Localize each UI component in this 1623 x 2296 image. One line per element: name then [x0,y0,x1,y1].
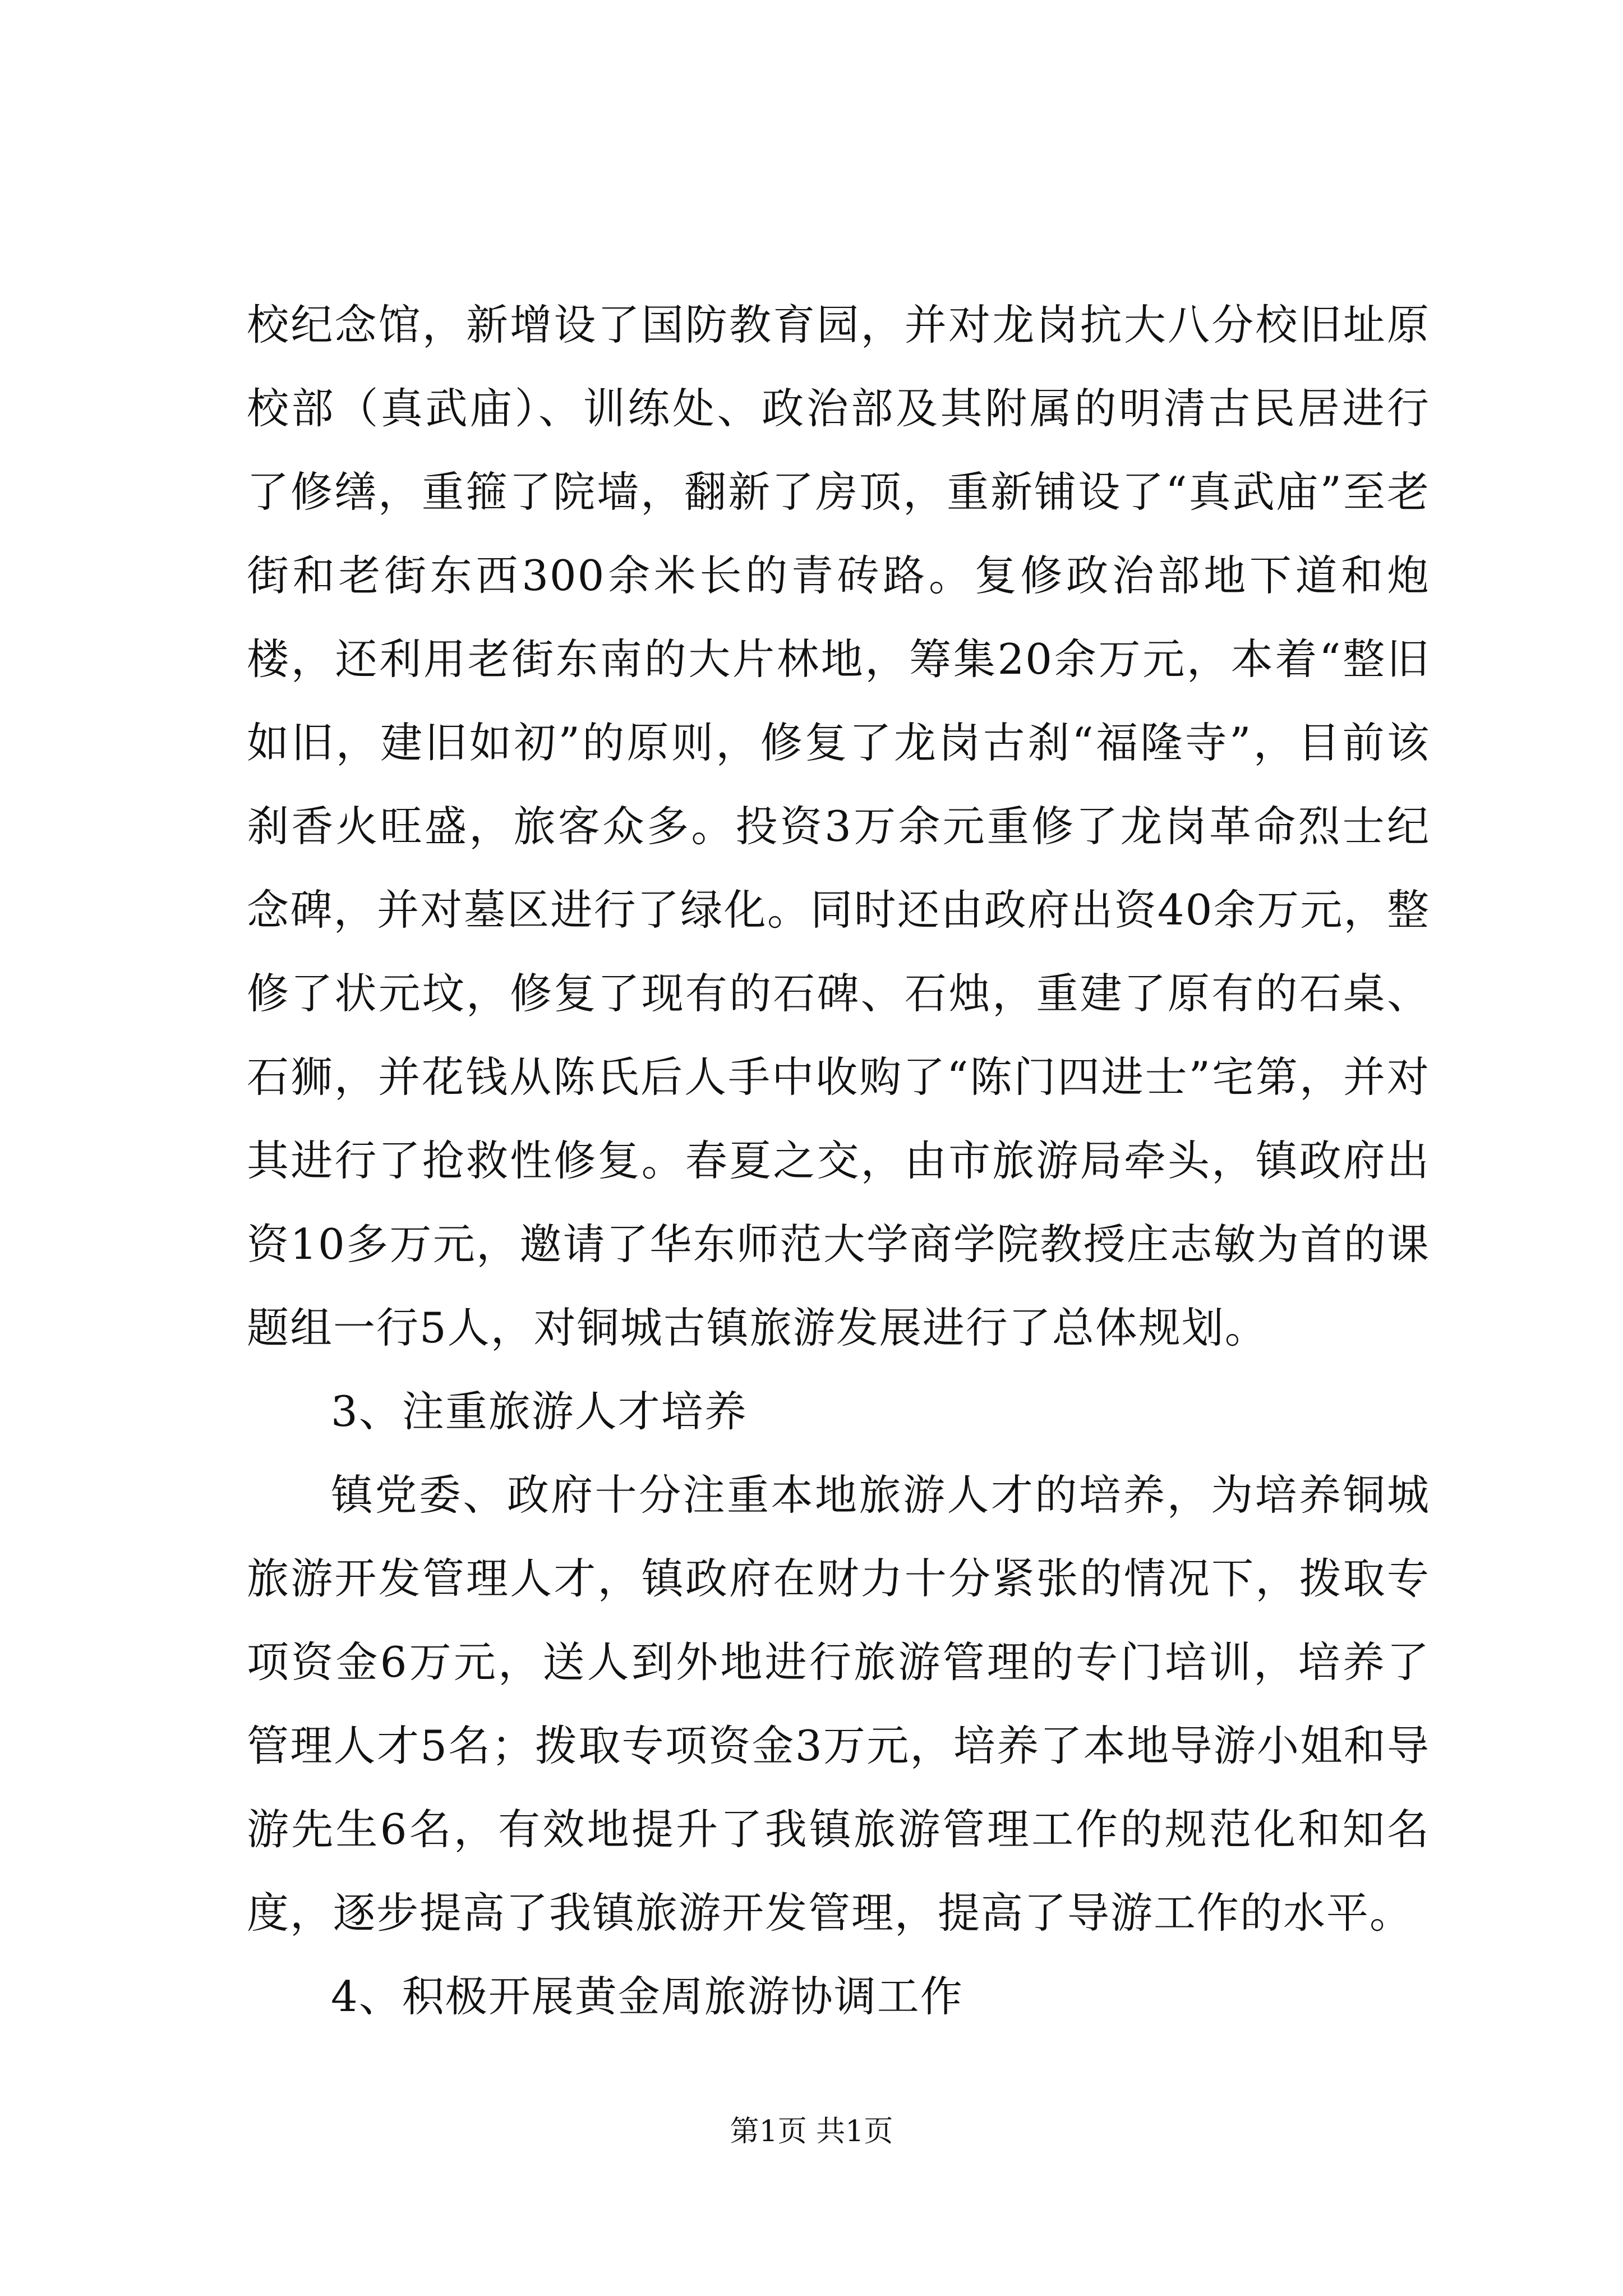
body-paragraph: 校纪念馆，新增设了国防教育园，并对龙岗抗大八分校旧址原校部（真武庙）、训练处、政治部及其附属的明清古民居进行了修缮，重箍了院墙，翻新了房顶，重新铺设了“真武庙”至老街和老街东西300余米长的青砖路。复修政治部地下道和炮楼，还利用老街东南的大片林地，筹集20余万元，本着“整旧如旧，建旧如初”的原则，修复了龙岗古刹“福隆寺”，目前该刹香火旺盛，旅客众多。投资3万余元重修了龙岗革命烈士纪念碑，并对墓区进行了绿化。同时还由政府出资40余万元，整修了状元坟，修复了现有的石碑、石烛，重建了原有的石桌、石狮，并花钱从陈氏后人手中收购了“陈门四进士”宅第，并对其进行了抢救性修复。春夏之交，由市旅游局牵头，镇政府出资10多万元，邀请了华东师范大学商学院教授庄志敏为首的课题组一行5人，对铜城古镇旅游发展进行了总体规划。 [247,300,1430,1352]
document-body [247,283,1430,2039]
section-heading: 3、注重旅游人才培养 [331,1387,748,1436]
body-paragraph: 镇党委、政府十分注重本地旅游人才的培养，为培养铜城旅游开发管理人才，镇政府在财力十分紧张的情况下，拨取专项资金6万元，送人到外地进行旅游管理的专门培训，培养了管理人才5名；拨取专项资金3万元，培养了本地导游小姐和导游先生6名，有效地提升了我镇旅游管理工作的规范化和知名度，逐步提高了我镇旅游开发管理，提高了导游工作的水平。 [247,1470,1430,1938]
page-number-footer: 第1页 共1页 [730,2115,893,2148]
section-heading: 4、积极开展黄金周旅游协调工作 [331,1972,963,2021]
